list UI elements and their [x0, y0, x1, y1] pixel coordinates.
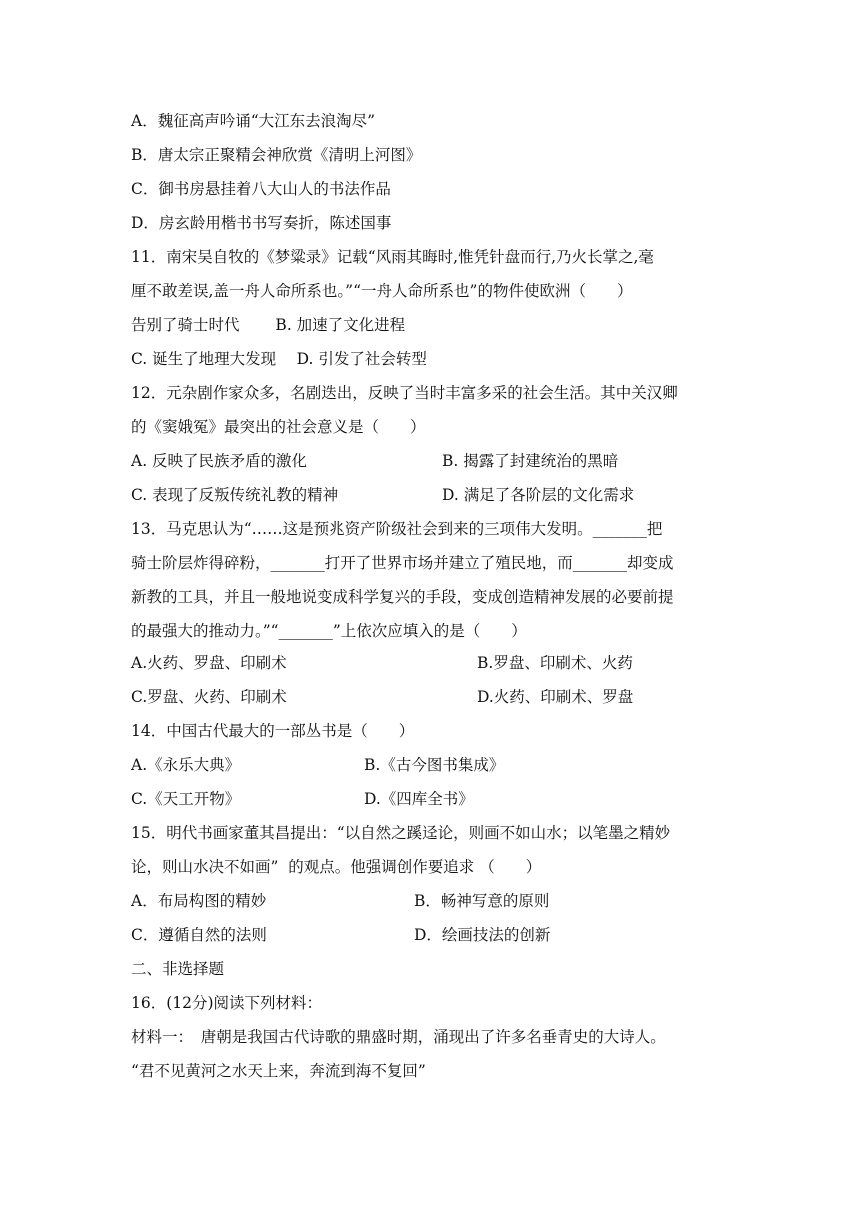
q13-option-b: B.罗盘、印刷术、火药 — [477, 654, 633, 672]
q10-option-d: D．房玄龄用楷书书写奏折，陈述国事 — [131, 214, 392, 232]
q11-stem-line1: 11．南宋吴自牧的《梦粱录》记载“风雨其晦时,惟凭针盘而行,乃火长掌之,毫 — [131, 248, 654, 266]
q13-option-c: C.罗盘、火药、印刷术 — [131, 688, 287, 706]
q15-stem-line1: 15．明代书画家董其昌提出：“以自然之蹊迳论，则画不如山水；以笔墨之精妙 — [131, 824, 671, 842]
q11-stem-line2: 厘不敢差误,盖一舟人命所系也。”“一舟人命所系也”的物件使欧洲（ ） — [131, 282, 633, 300]
q14-option-a: A.《永乐大典》 — [131, 756, 241, 774]
q14-option-c: C.《天工开物》 — [131, 790, 241, 808]
q16-material1-line1: 材料一： 唐朝是我国古代诗歌的鼎盛时期，涌现出了许多名垂青史的大诗人。 — [131, 1028, 666, 1046]
q14-option-d: D.《四库全书》 — [364, 790, 474, 808]
q10-option-c: C．御书房悬挂着八大山人的书法作品 — [131, 180, 391, 198]
q10-option-b: B．唐太宗正聚精会神欣赏《清明上河图》 — [131, 146, 422, 164]
q13-option-d: D.火药、印刷术、罗盘 — [477, 688, 634, 706]
q15-option-b: B．畅神写意的原则 — [414, 892, 550, 910]
q13-stem-line1: 13．马克思认为“……这是预兆资产阶级社会到来的三项伟大发明。_______把 — [131, 520, 663, 538]
q14-stem: 14．中国古代最大的一部丛书是（ ） — [131, 722, 415, 740]
q15-stem-line2: 论，则山水决不如画” 的观点。他强调创作要追求 （ ） — [131, 858, 542, 876]
q11-options-line1: 告别了骑士时代 B. 加速了文化进程 — [131, 316, 406, 334]
q13-stem-line2: 骑士阶层炸得碎粉，_______打开了世界市场并建立了殖民地，而_______却变成 — [131, 554, 674, 572]
q12-option-c: C. 表现了反叛传统礼教的精神 — [131, 486, 339, 504]
q16-material1-line2: “君不见黄河之水天上来，奔流到海不复回” — [131, 1062, 426, 1080]
q16-stem: 16．(12分)阅读下列材料： — [131, 994, 323, 1012]
q13-option-a: A.火药、罗盘、印刷术 — [131, 654, 287, 672]
q15-option-c: C．遵循自然的法则 — [131, 926, 267, 944]
q13-stem-line3: 新教的工具，并且一般地说变成科学复兴的手段，变成创造精神发展的必要前提 — [131, 588, 674, 606]
q12-stem-line2: 的《窦娥冤》最突出的社会意义是（ ） — [131, 418, 426, 436]
q10-option-a: A．魏征高声吟诵“大江东去浪淘尽” — [131, 112, 376, 130]
q12-stem-line1: 12．元杂剧作家众多，名剧迭出，反映了当时丰富多采的社会生活。其中关汉卿 — [131, 384, 678, 402]
q12-option-a: A. 反映了民族矛盾的激化 — [131, 452, 308, 470]
q12-option-b: B. 揭露了封建统治的黑暗 — [442, 452, 619, 470]
q15-option-d: D．绘画技法的创新 — [414, 926, 551, 944]
q14-option-b: B.《古今图书集成》 — [364, 756, 505, 774]
q12-option-d: D. 满足了各阶层的文化需求 — [442, 486, 635, 504]
q13-stem-line4: 的最强大的推动力。”“_______”上依次应填入的是（ ） — [131, 622, 527, 640]
q11-options-line2: C. 诞生了地理大发现 D. 引发了社会转型 — [131, 350, 427, 368]
q15-option-a: A．布局构图的精妙 — [131, 892, 267, 910]
section-heading: 二、非选择题 — [131, 960, 225, 978]
